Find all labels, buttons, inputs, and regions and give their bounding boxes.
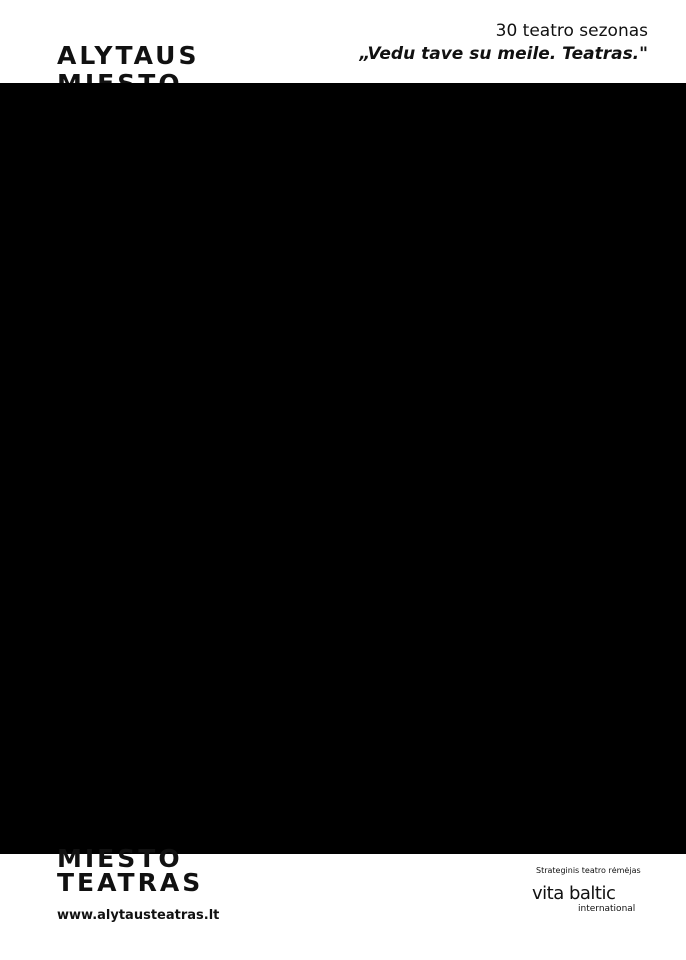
event-title: „PATI LABIAUSIA PASAKA“ [244, 568, 431, 583]
list-item [62, 286, 652, 306]
list-item-text [88, 186, 652, 226]
item-text-segment: (pagal Janusz Glowacki pjesę, režisūra D. Rabašauskas ir V. Masalskis) perkeliamas į rugsėjo 22 d. 18 val. [88, 318, 638, 353]
sponsor-name: vita baltic [532, 883, 616, 904]
list-item-number: 10. [62, 498, 80, 513]
item-text-segment: (režisierius V. Žitkus) perkeliamas į gegužės 21 d. 11 val. [88, 568, 634, 603]
list-item-text [88, 106, 652, 146]
list-item [62, 156, 652, 176]
season-label: 30 teatro sezonas [495, 21, 648, 41]
event-title: „ANTIGONĖ NIUJORKE“ [232, 318, 400, 333]
item-text-segment: Lietuvos Nacionalinio dramos teatro spektaklis [88, 498, 356, 513]
theatre-logo-word-1: ALYTAUS [57, 41, 200, 70]
footer-logo-word-1: MIESTO [57, 844, 183, 873]
list-item-text [88, 366, 652, 386]
list-item-text [88, 396, 652, 436]
item-text-segment: Keistuolių teatro spektaklis [88, 568, 245, 583]
item-text-segment: Sauliaus Petreikio koncertas [88, 368, 251, 383]
sponsor-logo [532, 884, 635, 914]
list-item-text [88, 156, 652, 176]
event-title: „BAKCHANTĖS: AKTAS“ [273, 108, 440, 123]
sponsor-subtitle: international [578, 904, 636, 914]
list-item-number: 6. [62, 318, 73, 333]
list-item-text [88, 286, 652, 306]
list-item-number: 2. [62, 158, 73, 173]
list-item-text [88, 316, 652, 356]
website-link[interactable]: www.alytausteatras.lt [57, 908, 220, 923]
ticket-note-line-1: Perkeltomis datomis galios tie patys bilietai. [73, 684, 322, 699]
header-tagline [359, 20, 648, 66]
event-title: „HOP“ [294, 448, 340, 463]
list-item [62, 236, 652, 276]
item-text-segment: (pagal Natacha De Poncharra pjesę) perkeliamas į gegužės 29 d. 18 val. [88, 238, 633, 273]
list-item-number: 1. [62, 108, 73, 123]
event-title: „MAKBETAS“ [264, 188, 358, 203]
list-item-number: 7. [62, 368, 73, 383]
schedule-change-list [62, 106, 652, 616]
list-item [62, 566, 652, 606]
motto: „Vedu tave su meile. Teatras." [359, 44, 648, 64]
item-text-segment: (pagal D. Bisseto pasakas, režisierius A. Giniotis) perkeliamas į gegužės 9 d. 12 val. [88, 448, 621, 483]
item-text-segment: Klaipėdos jaunimo teatro spektaklis [88, 238, 293, 253]
list-item [62, 396, 652, 436]
list-item-text [88, 446, 652, 486]
ticket-note-line-2: Dėl bilietų grąžinimo informacijos teirautis bilietų įsigijimo vietoje. [73, 703, 454, 718]
event-title: „SEKMA RYTA“ [250, 368, 357, 383]
item-text-segment: perkeliamas į balandžio 18 d. [360, 288, 529, 303]
list-item-number: 5. [62, 288, 73, 303]
list-item [62, 366, 652, 386]
list-item-text [88, 496, 652, 556]
item-text-segment: (pagal Euripido pjesę, režisierė I. Stundžytė) perkeliamas į gegužės 6 d. 18 val. [88, 108, 630, 143]
list-item [62, 186, 652, 226]
sponsor-label: Strateginis teatro rėmėjas [536, 866, 641, 875]
item-text-segment: Klaipėdos jaunimo teatro spektaklis [88, 398, 293, 413]
item-text-segment: Gabrieliaus Vagelio ir grupės koncertas perkeliamas į gegužės 26 d. 18 val. [88, 158, 509, 173]
item-text-segment: (pagal Maxim Gorkij pjesę, režisierius D. Rabašauskas) yra perkeliamas į gegužės 6 d. 18 val. [88, 398, 603, 433]
item-text-segment: Inesos Pilvelytės autorinis vakaras [88, 288, 285, 303]
footer-logo-word-2: TEATRAS [57, 868, 204, 897]
list-item-number: 11. [62, 568, 79, 583]
item-text-segment: Keistuolių teatro spektaklis vaikams [88, 448, 295, 463]
item-text-segment: (pagal W. Shakespeare pjesę, režisierius O. Koršunovas) perkeliamas į gegužės 20 d. 18 val. [88, 518, 646, 553]
list-item-number: 8. [62, 398, 73, 413]
list-item [62, 316, 652, 356]
list-item-number: 3. [62, 188, 73, 203]
item-text-segment: Teatro „Atviras ratas" spektaklis [88, 108, 274, 123]
item-text-segment: „Taško teatro“ spektaklis [88, 318, 233, 333]
list-item-text [88, 566, 652, 606]
item-text-segment: (pagal W. Shakespeare pjesę, režisierius ir adaptacijos autorius P. Tsikolia) perkeliamas į balandžio 17 d. 18 val. [88, 188, 598, 223]
list-item-text [88, 236, 652, 276]
list-item [62, 496, 652, 556]
event-title: „MOTINA“ [292, 398, 366, 413]
ticket-note [73, 682, 453, 720]
event-title: „ŽIURKIAGALVIAI“ [292, 238, 429, 253]
item-text-segment: Alytaus miesto teatro premjera [88, 188, 265, 203]
list-item-number: 4. [62, 238, 73, 253]
list-item [62, 106, 652, 146]
event-title: „ĮSTABIOJI IR GRAUDŽIOJI ROMEO IR DŽULJETOS ISTORIJA“ [88, 498, 622, 533]
item-text-segment: perkeliamas į birželio mėnesį (data bus tikslinama) [356, 368, 646, 383]
event-title: „ME(t)RAI“ [284, 288, 361, 303]
list-item [62, 446, 652, 486]
list-item-number: 9. [62, 448, 73, 463]
